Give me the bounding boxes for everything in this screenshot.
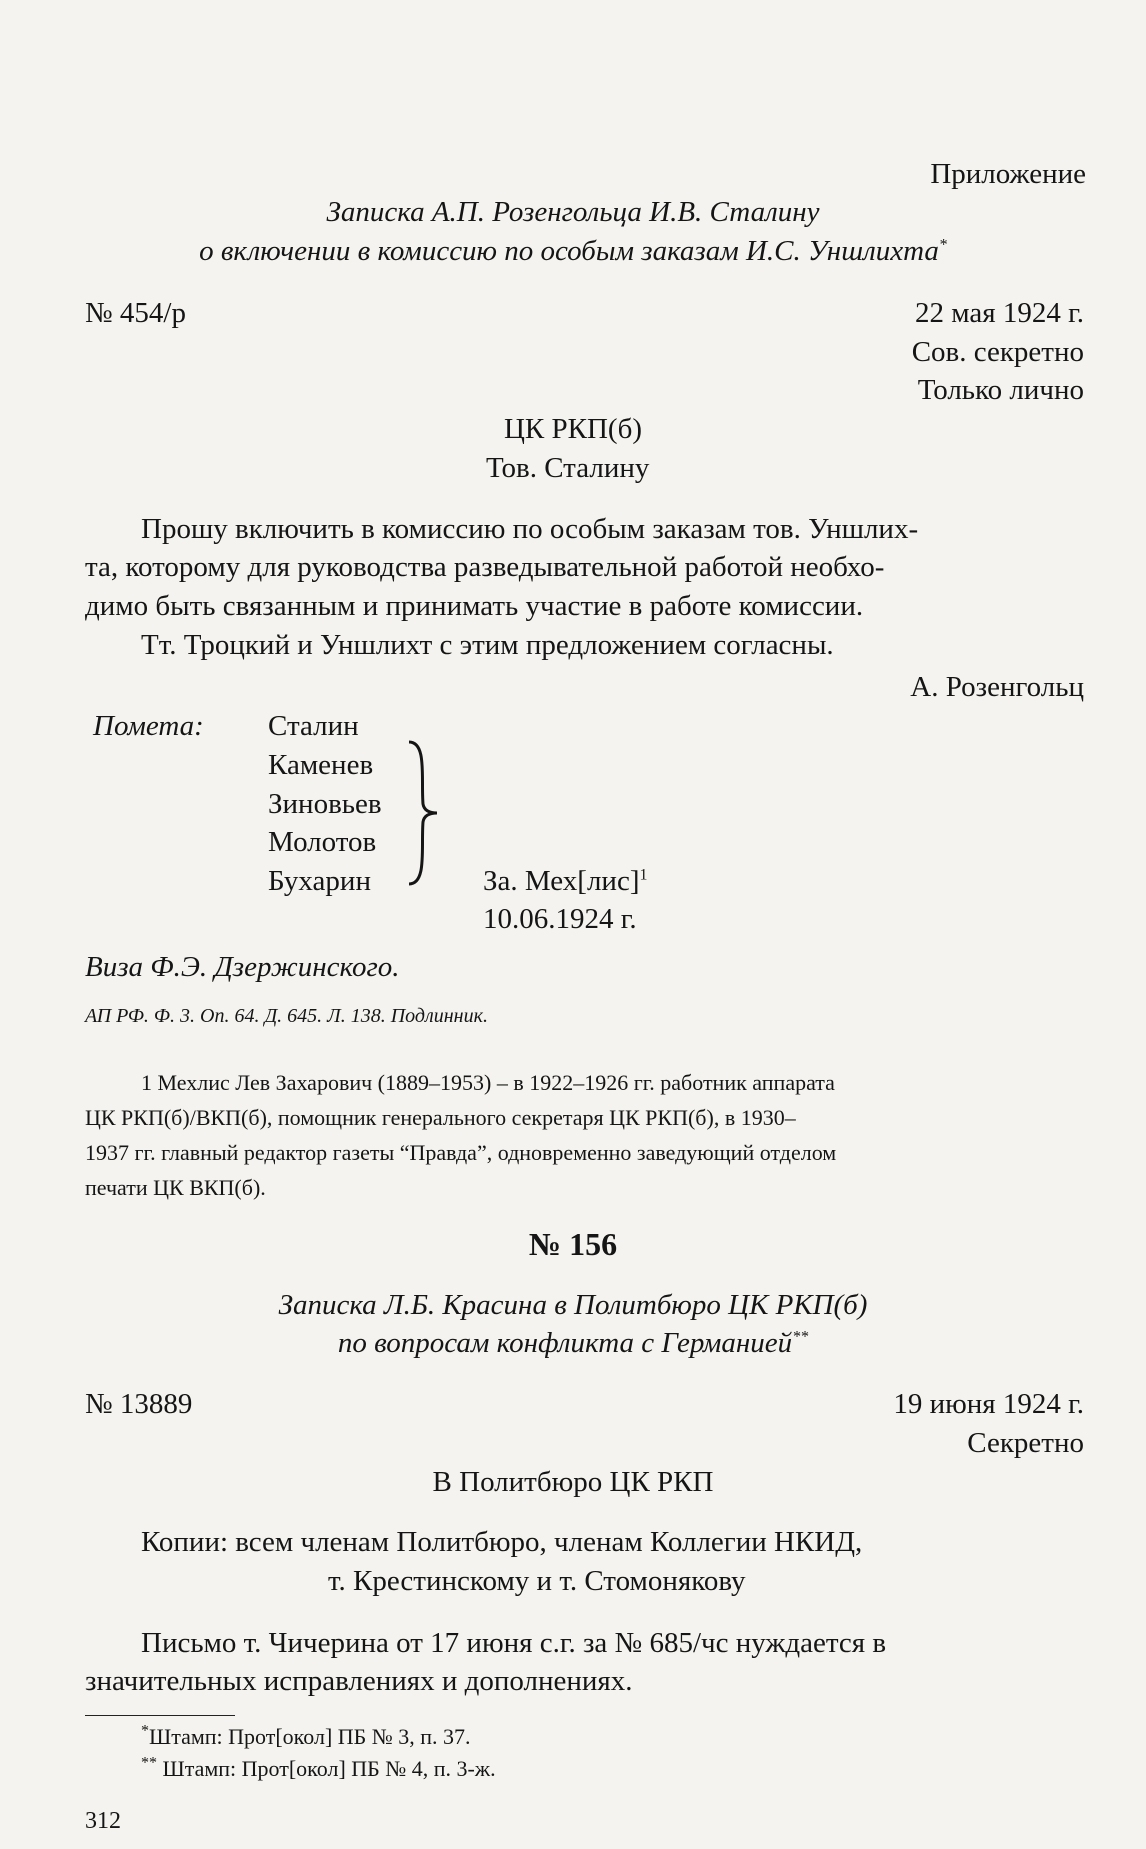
doc1-title-line1: Записка А.П. Розенгольца И.В. Сталину	[326, 196, 820, 228]
doc2-date: 19 июня 1924 г.	[893, 1388, 1084, 1420]
doc1-body-line3: димо быть связанным и принимать участие в работе комиссии.	[85, 590, 864, 622]
note-name-kamenev: Каменев	[268, 749, 374, 781]
footnote1-line2: ЦК РКП(б)/ВКП(б), помощник генерального секретаря ЦК РКП(б), в 1930–	[85, 1105, 796, 1130]
footnote-stamp2-mark: **	[141, 1754, 157, 1772]
doc1-title-footnote-mark: *	[938, 236, 947, 254]
footnote1-line4: печати ЦК ВКП(б).	[85, 1175, 266, 1200]
doc1-classification-top-secret: Сов. секретно	[911, 336, 1084, 368]
footnote-stamp1: *Штамп: Прот[окол] ПБ № 3, п. 37.	[141, 1722, 471, 1749]
note-name-zinoviev: Зиновьев	[268, 788, 382, 820]
doc1-title-line2: о включении в комиссию по особым заказам И.С. Уншлихта*	[199, 235, 947, 267]
visa: Виза Ф.Э. Дзержинского.	[85, 951, 400, 983]
page-number: 312	[85, 1808, 121, 1834]
doc2-copies-line1: Копии: всем членам Политбюро, членам Коллегии НКИД,	[141, 1526, 863, 1558]
doc1-date: 22 мая 1924 г.	[915, 297, 1084, 329]
doc1-recipient-org: ЦК РКП(б)	[503, 413, 643, 445]
note-name-bukharin: Бухарин	[268, 865, 371, 897]
doc1-body-para2: Тт. Троцкий и Уншлихт с этим предложением согласны.	[141, 629, 834, 661]
doc2-classification: Секретно	[967, 1427, 1084, 1459]
note-vote-footnote-ref: 1	[639, 866, 648, 884]
note-name-stalin: Сталин	[268, 710, 359, 742]
note-date: 10.06.1924 г.	[483, 903, 637, 935]
archive-reference: АП РФ. Ф. 3. Оп. 64. Д. 645. Л. 138. Подлинник.	[85, 1005, 488, 1027]
appendix-label: Приложение	[930, 158, 1086, 190]
doc2-copies-line2: т. Крестинскому и т. Стомонякову	[328, 1565, 746, 1597]
footnote1-number: 1	[141, 1070, 152, 1095]
footnote1-line3: 1937 гг. главный редактор газеты “Правда”, одновременно заведующий отделом	[85, 1140, 837, 1165]
footnote-divider	[85, 1715, 235, 1716]
doc2-body-line2: значительных исправлениях и дополнениях.	[85, 1665, 633, 1697]
footnote-stamp2: ** Штамп: Прот[окол] ПБ № 4, п. 3-ж.	[141, 1754, 496, 1781]
note-vote: За. Мех[лис]$^1$	[483, 865, 648, 897]
curly-brace	[405, 738, 441, 888]
footnote-stamp1-mark: *	[141, 1722, 149, 1740]
doc1-body-line2: та, которому для руководства разведывательной работой необхо-	[85, 551, 885, 583]
doc2-recipient: В Политбюро ЦК РКП	[432, 1466, 714, 1498]
doc2-title-line1: Записка Л.Б. Красина в Политбюро ЦК РКП(б)	[278, 1289, 868, 1321]
doc1-recipient-person: Тов. Сталину	[486, 452, 650, 484]
doc1-classification-personal: Только лично	[917, 374, 1084, 406]
doc1-number: № 454/р	[85, 297, 186, 329]
doc2-heading: № 156	[528, 1226, 618, 1262]
doc2-title-footnote-mark: **	[792, 1328, 809, 1346]
doc2-body-line1: Письмо т. Чичерина от 17 июня с.г. за № 685/чс нуждается в	[141, 1627, 887, 1659]
note-label: Помета:	[93, 710, 204, 742]
doc1-signature: А. Розенгольц	[910, 671, 1084, 703]
footnote1: 1 Мехлис Лев Захарович (1889–1953) – в 1922–1926 гг. работник аппарата	[141, 1070, 835, 1095]
doc2-number: № 13889	[85, 1388, 193, 1420]
doc2-title-line2: по вопросам конфликта с Германией**	[337, 1327, 809, 1359]
note-name-molotov: Молотов	[268, 826, 377, 858]
doc1-body-line1: Прошу включить в комиссию по особым заказам тов. Уншлих-	[141, 513, 919, 545]
